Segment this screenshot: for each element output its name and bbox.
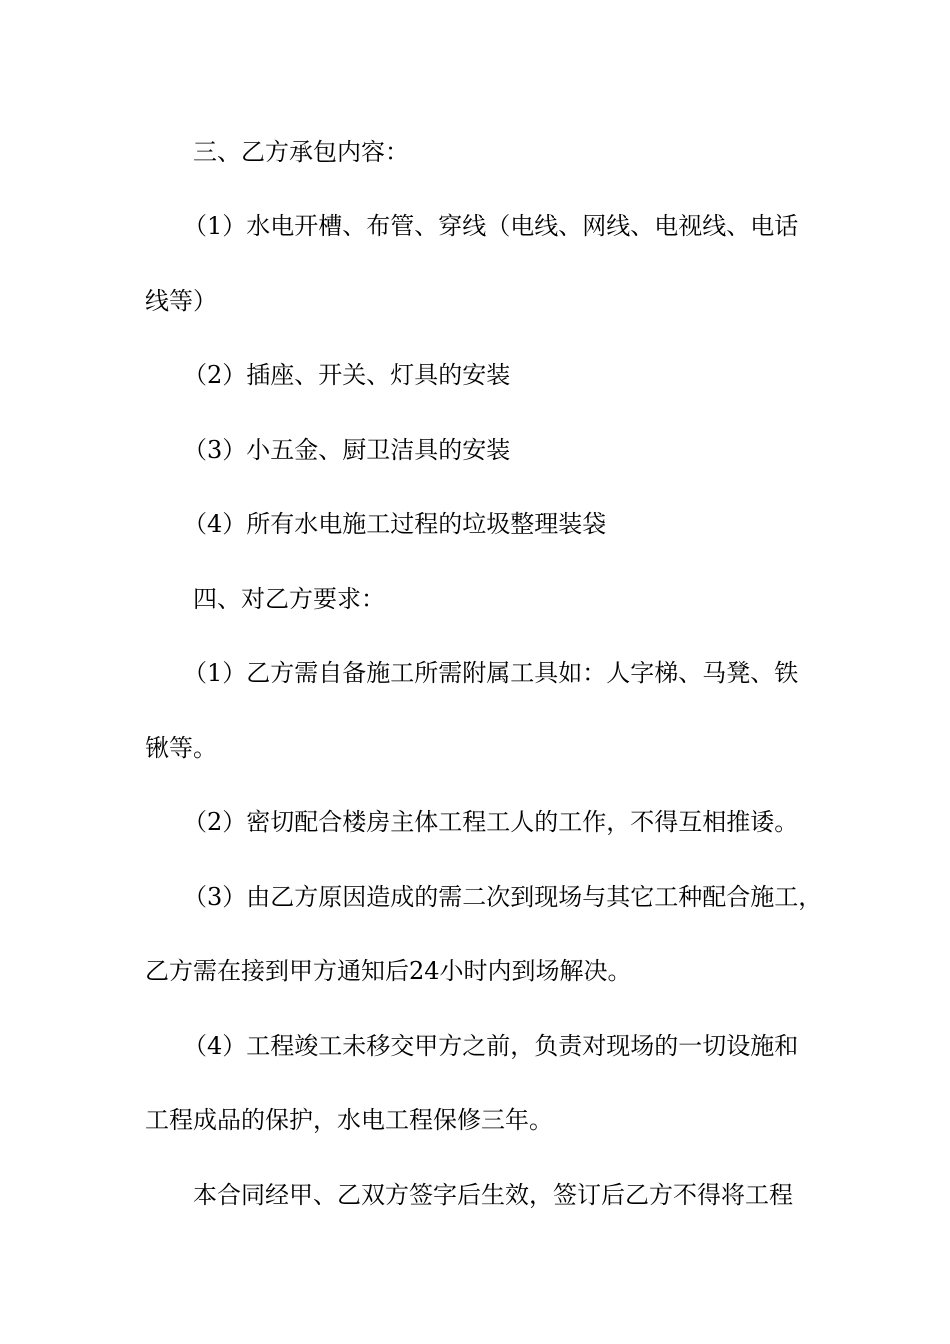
paragraph-line: （2）密切配合楼房主体工程工人的工作，不得互相推诿。: [183, 808, 799, 836]
section-heading-4: 四、对乙方要求：: [193, 585, 385, 613]
paragraph-line: 锹等。: [145, 734, 217, 762]
paragraph-line: 乙方需在接到甲方通知后24小时内到场解决。: [145, 957, 632, 985]
paragraph-line: 工程成品的保护，水电工程保修三年。: [145, 1106, 553, 1134]
paragraph-line: （3）由乙方原因造成的需二次到现场与其它工种配合施工，: [183, 883, 823, 911]
section-heading-3: 三、乙方承包内容：: [193, 138, 409, 166]
paragraph-line: （1）乙方需自备施工所需附属工具如：人字梯、马凳、铁: [183, 659, 799, 687]
paragraph-line: （2）插座、开关、灯具的安装: [183, 361, 511, 389]
paragraph-line: （3）小五金、厨卫洁具的安装: [183, 436, 511, 464]
paragraph-line: （1）水电开槽、布管、穿线（电线、网线、电视线、电话: [183, 212, 799, 240]
paragraph-line: 线等）: [145, 287, 217, 315]
paragraph-line: 本合同经甲、乙双方签字后生效，签订后乙方不得将工程: [193, 1181, 793, 1209]
paragraph-line: （4）所有水电施工过程的垃圾整理装袋: [183, 510, 607, 538]
paragraph-line: （4）工程竣工未移交甲方之前，负责对现场的一切设施和: [183, 1032, 799, 1060]
